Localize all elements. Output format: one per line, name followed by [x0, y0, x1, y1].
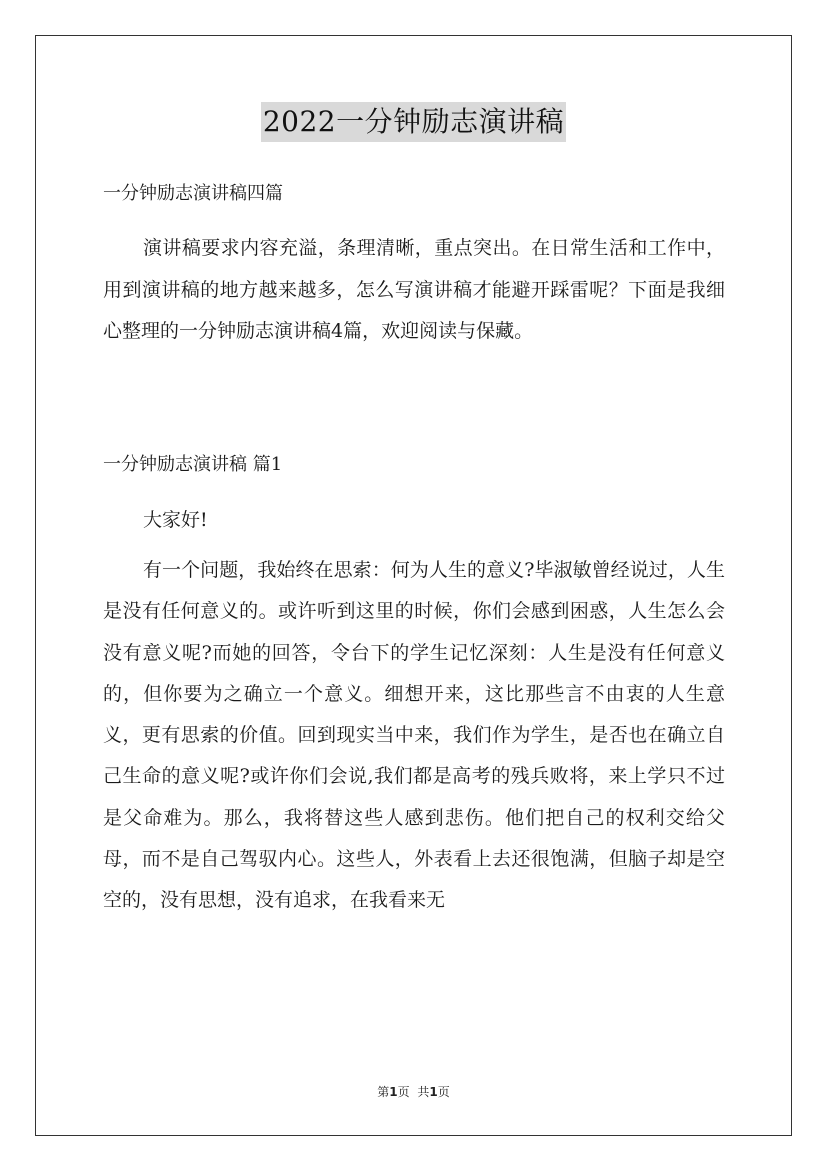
page-footer — [0, 1083, 827, 1101]
body-paragraph: 有一个问题，我始终在思索：何为人生的意义?毕淑敏曾经说过，人生是没有任何意义的。或许听到这里的时候，你们会感到困惑，人生怎么会没有意义呢?而她的回答，令台下的学生记忆深刻：人生是没有任何意义的，但你要为之确立一个意义。细想开来，这比那些言不由衷的人生意义，更有思索的价值。回到现实当中来，我们作为学生，是否也在确立自己生命的意义呢?或许你们会说,我们都是高考的残兵败将，来上学只不过是父命难为。那么，我将替这些人感到悲伤。他们把自己的权利交给父母，而不是自己驾驭内心。这些人，外表看上去还很饱满，但脑子却是空空的，没有思想，没有追求，在我看来无 — [103, 559, 725, 912]
footer-total-suffix: 页 — [437, 1085, 450, 1099]
footer-total-pages: 1 — [429, 1085, 438, 1099]
footer-total-prefix: 共 — [417, 1085, 430, 1099]
intro-paragraph: 演讲稿要求内容充溢，条理清晰，重点突出。在日常生活和工作中，用到演讲稿的地方越来越多，怎么写演讲稿才能避开踩雷呢？下面是我细心整理的一分钟励志演讲稿4篇，欢迎阅读与保藏。 — [103, 237, 725, 342]
document-title-wrapper — [0, 102, 827, 142]
footer-page-suffix: 页 — [397, 1085, 410, 1099]
document-title: 2022一分钟励志演讲稿 — [261, 102, 566, 142]
footer-page-prefix: 第 — [377, 1085, 390, 1099]
document-subtitle: 一分钟励志演讲稿四篇 — [103, 183, 283, 204]
section-heading: 一分钟励志演讲稿 篇1 — [103, 454, 283, 475]
footer-page-number: 1 — [389, 1085, 398, 1099]
greeting-line: 大家好! — [143, 509, 208, 531]
